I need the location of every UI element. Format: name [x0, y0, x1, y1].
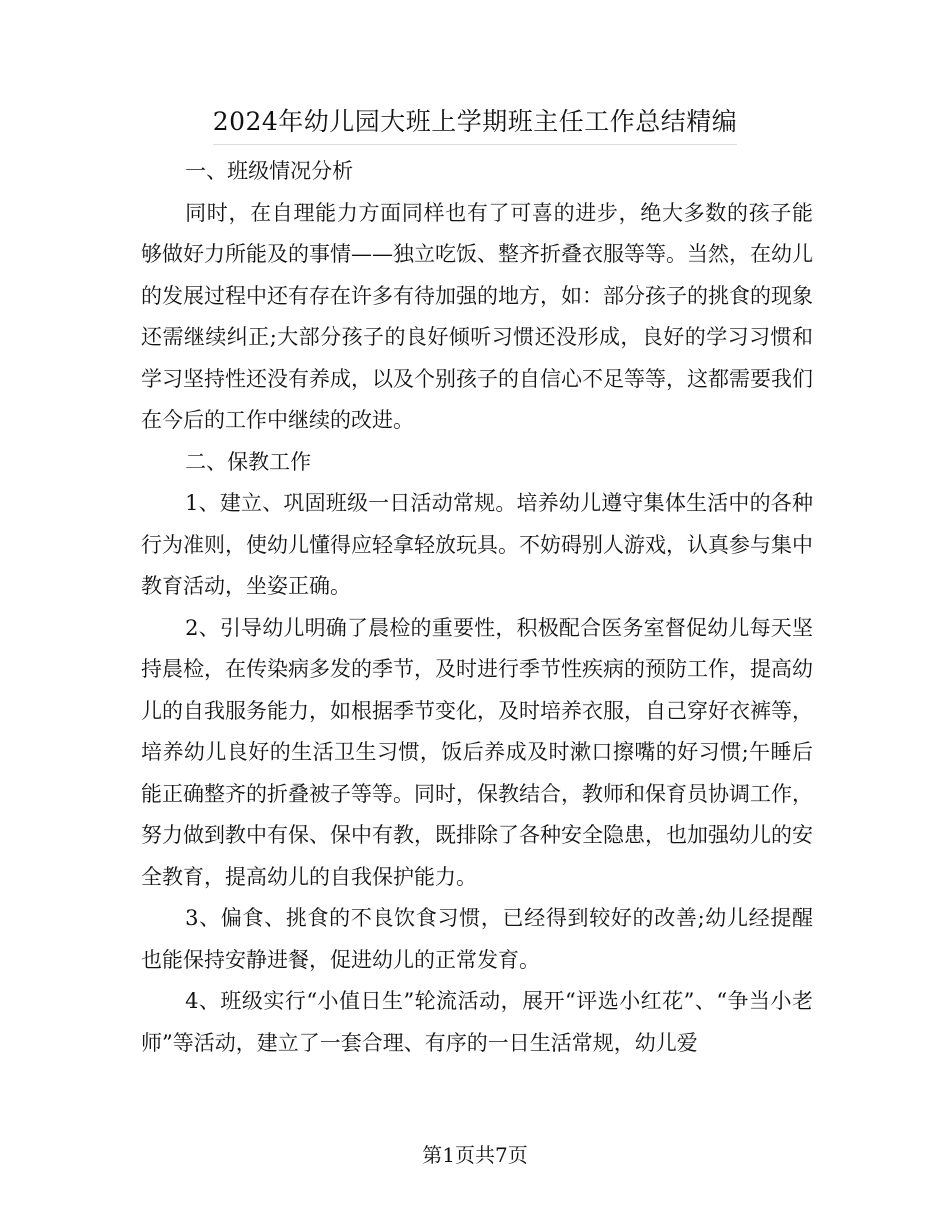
document-title-text: 2024年幼儿园大班上学期班主任工作总结精编	[213, 100, 738, 145]
page-number-footer: 第1页共7页	[422, 1143, 528, 1167]
document-body	[141, 151, 813, 1064]
body-paragraph: 同时，在自理能力方面同样也有了可喜的进步，绝大多数的孩子能够做好力所能及的事情——独立吃饭、整齐折叠衣服等等。当然，在幼儿的发展过程中还有存在许多有待加强的地方，如：部分孩子的挑食的现象还需继续纠正;大部分孩子的良好倾听习惯还没形成，良好的学习习惯和学习坚持性还没有养成，以及个别孩子的自信心不足等等，这都需要我们在今后的工作中继续的改进。	[141, 200, 813, 432]
body-paragraph: 4、班级实行“小值日生”轮流活动，展开“评选小红花”、“争当小老师”等活动，建立了一套合理、有序的一日生活常规，幼儿爱	[141, 989, 813, 1055]
section-heading-class-analysis: 一、班级情况分析	[185, 159, 354, 183]
section-heading-care-education: 二、保教工作	[185, 449, 312, 474]
body-paragraph: 1、建立、巩固班级一日活动常规。培养幼儿遵守集体生活中的各种行为准则，使幼儿懂得应轻拿轻放玩具。不妨碍别人游戏，认真参与集中教育活动，坐姿正确。	[141, 491, 813, 598]
body-paragraph: 2、引导幼儿明确了晨检的重要性，积极配合医务室督促幼儿每天坚持晨检，在传染病多发的季节，及时进行季节性疾病的预防工作，提高幼儿的自我服务能力，如根据季节变化，及时培养衣服，自己穿好衣裤等，培养幼儿良好的生活卫生习惯，饭后养成及时漱口擦嘴的好习惯;午睡后能正确整齐的折叠被子等等。同时，保教结合，教师和保育员协调工作，努力做到教中有保、保中有教，既排除了各种安全隐患，也加强幼儿的安全教育，提高幼儿的自我保护能力。	[141, 615, 813, 889]
body-paragraph: 3、偏食、挑食的不良饮食习惯，已经得到较好的改善;幼儿经提醒也能保持安静进餐，促进幼儿的正常发育。	[141, 906, 813, 972]
document-title	[0, 100, 950, 145]
